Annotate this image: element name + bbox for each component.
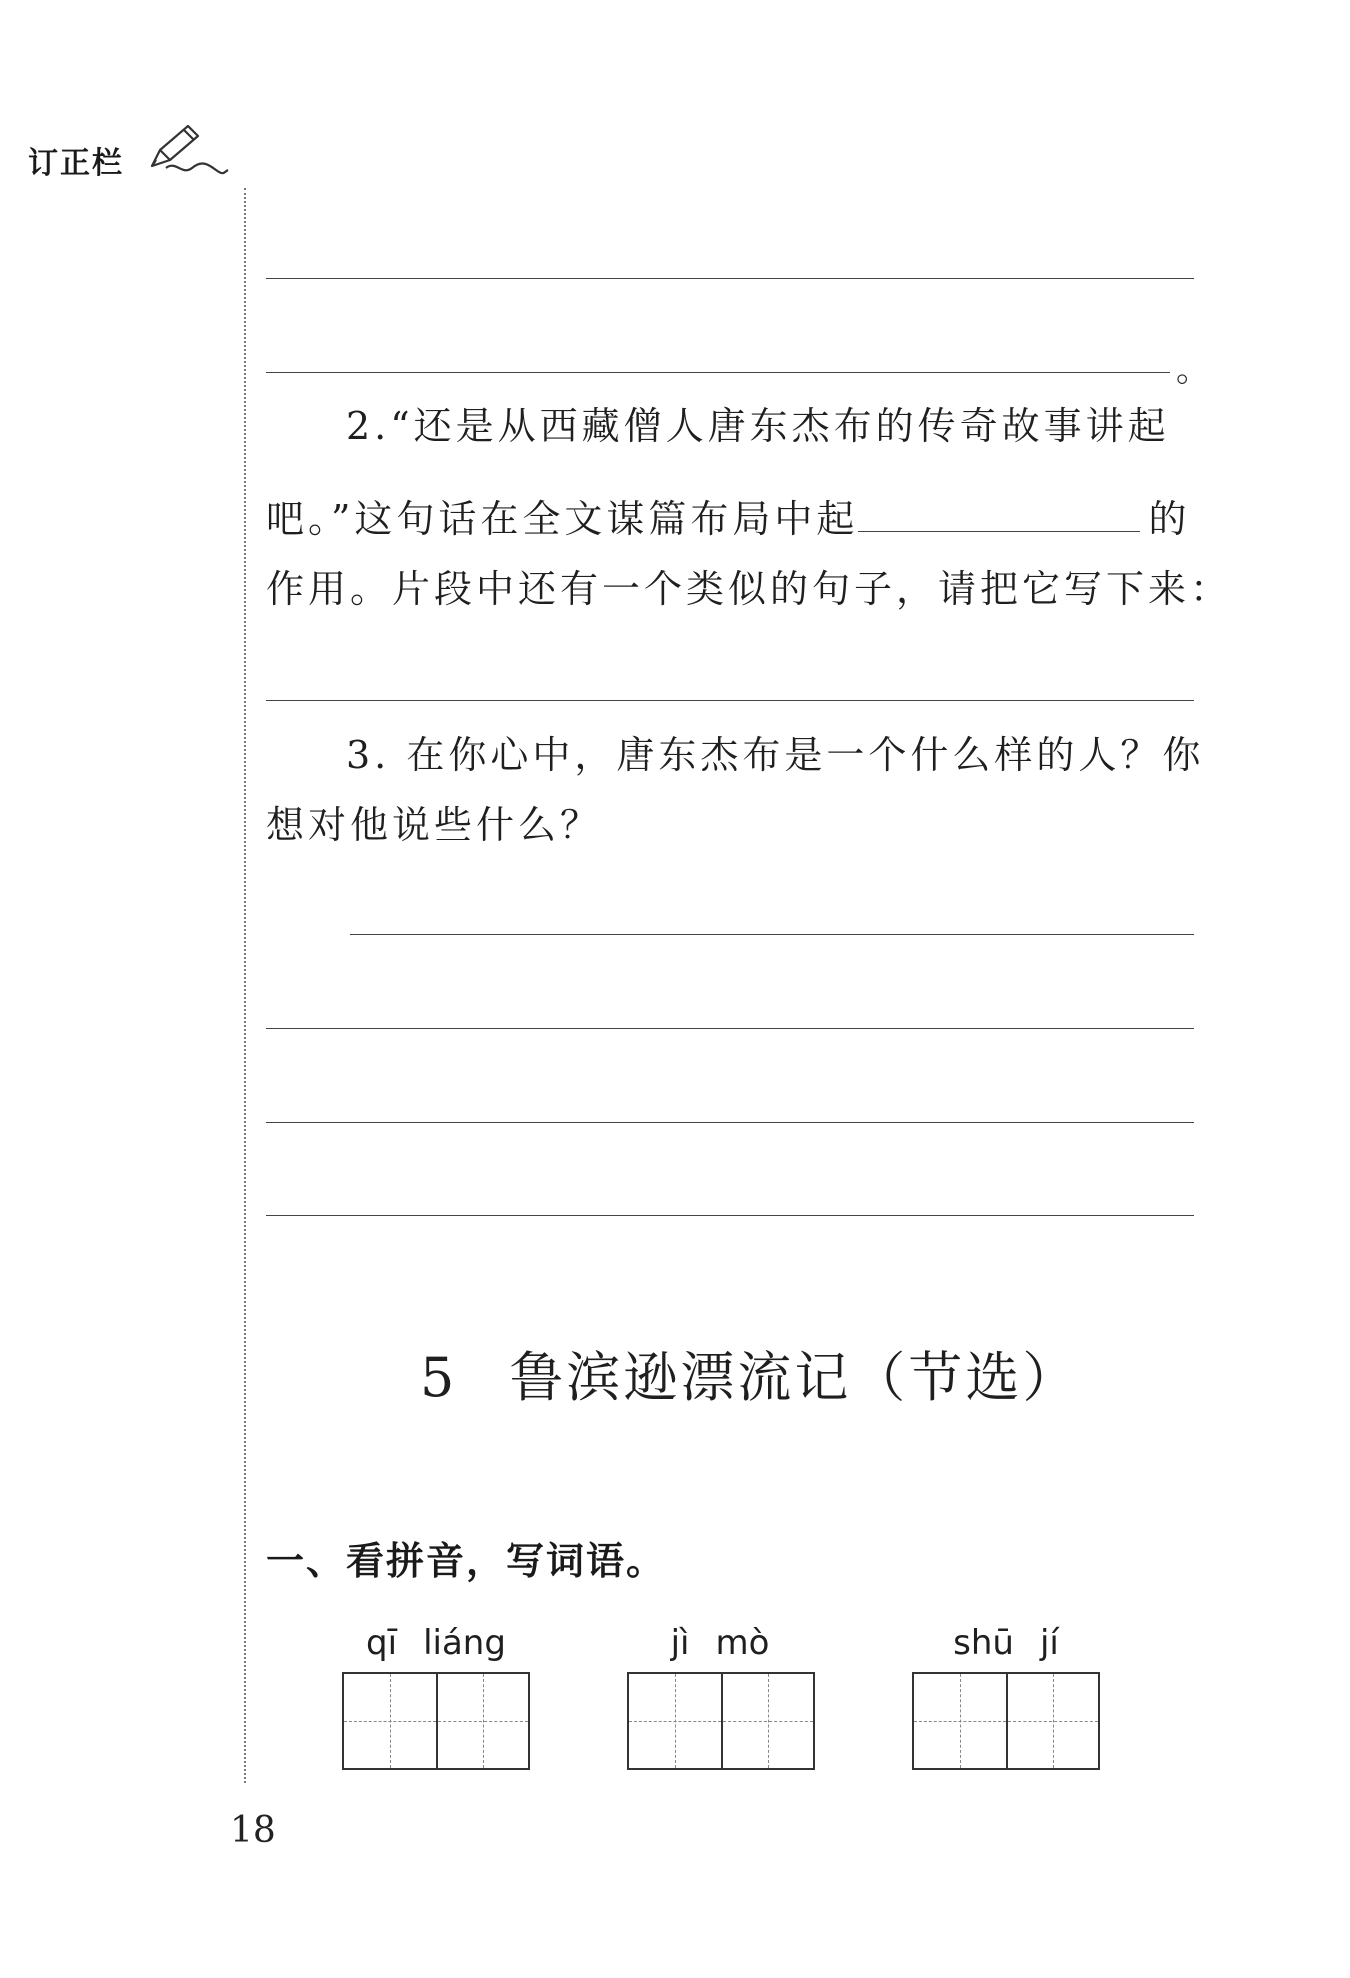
pinyin-syllable: liáng <box>423 1623 506 1663</box>
question-2-line-3: 作用。片段中还有一个类似的句子，请把它写下来： <box>266 567 1233 611</box>
answer-line[interactable] <box>266 1028 1194 1029</box>
correction-margin-divider <box>244 188 246 1783</box>
writing-box-word-3[interactable] <box>912 1672 1100 1770</box>
correction-column-label: 订正栏 <box>28 146 124 181</box>
question-2-text-before-blank: 吧。”这句话在全文谋篇布局中起 <box>266 497 859 541</box>
writing-cell[interactable] <box>1006 1674 1098 1768</box>
question-2-line-1: 2.“还是从西藏僧人唐东杰布的传奇故事讲起 <box>346 404 1170 448</box>
answer-line[interactable] <box>350 934 1194 935</box>
answer-line[interactable] <box>266 1215 1194 1216</box>
pinyin-syllable: jì <box>670 1623 690 1663</box>
answer-line-period: 。 <box>1176 350 1210 390</box>
writing-cell[interactable] <box>629 1674 721 1768</box>
section-1-heading: 一、看拼音，写词语。 <box>266 1539 667 1583</box>
pinyin-word-3 <box>906 1623 1106 1663</box>
pinyin-syllable: jí <box>1039 1623 1059 1663</box>
question-3-line-1: 3. 在你心中，唐东杰布是一个什么样的人？你 <box>346 733 1205 777</box>
pinyin-syllable: qī <box>366 1623 398 1663</box>
writing-cell[interactable] <box>914 1674 1006 1768</box>
question-2-fill-blank[interactable] <box>858 501 1140 532</box>
page-number: 18 <box>230 1810 276 1851</box>
answer-line[interactable] <box>266 278 1194 279</box>
answer-line[interactable] <box>266 1122 1194 1123</box>
writing-cell[interactable] <box>344 1674 436 1768</box>
pencil-icon <box>146 120 230 180</box>
pinyin-word-1 <box>336 1623 536 1663</box>
writing-cell[interactable] <box>436 1674 528 1768</box>
lesson-number: 5 <box>420 1346 458 1409</box>
writing-cell[interactable] <box>721 1674 813 1768</box>
question-2-text-after-blank: 的 <box>1148 497 1191 541</box>
writing-box-word-1[interactable] <box>342 1672 530 1770</box>
lesson-title-text: 鲁滨逊漂流记（节选） <box>509 1346 1080 1409</box>
answer-line[interactable] <box>266 372 1170 373</box>
writing-box-word-2[interactable] <box>627 1672 815 1770</box>
question-3-line-2: 想对他说些什么？ <box>266 803 603 847</box>
pinyin-word-2 <box>620 1623 820 1663</box>
pinyin-syllable: mò <box>715 1623 770 1663</box>
question-2-line-2 <box>266 488 1196 543</box>
pinyin-syllable: shū <box>953 1623 1014 1663</box>
lesson-title <box>420 1335 1079 1412</box>
answer-line[interactable] <box>266 700 1194 701</box>
